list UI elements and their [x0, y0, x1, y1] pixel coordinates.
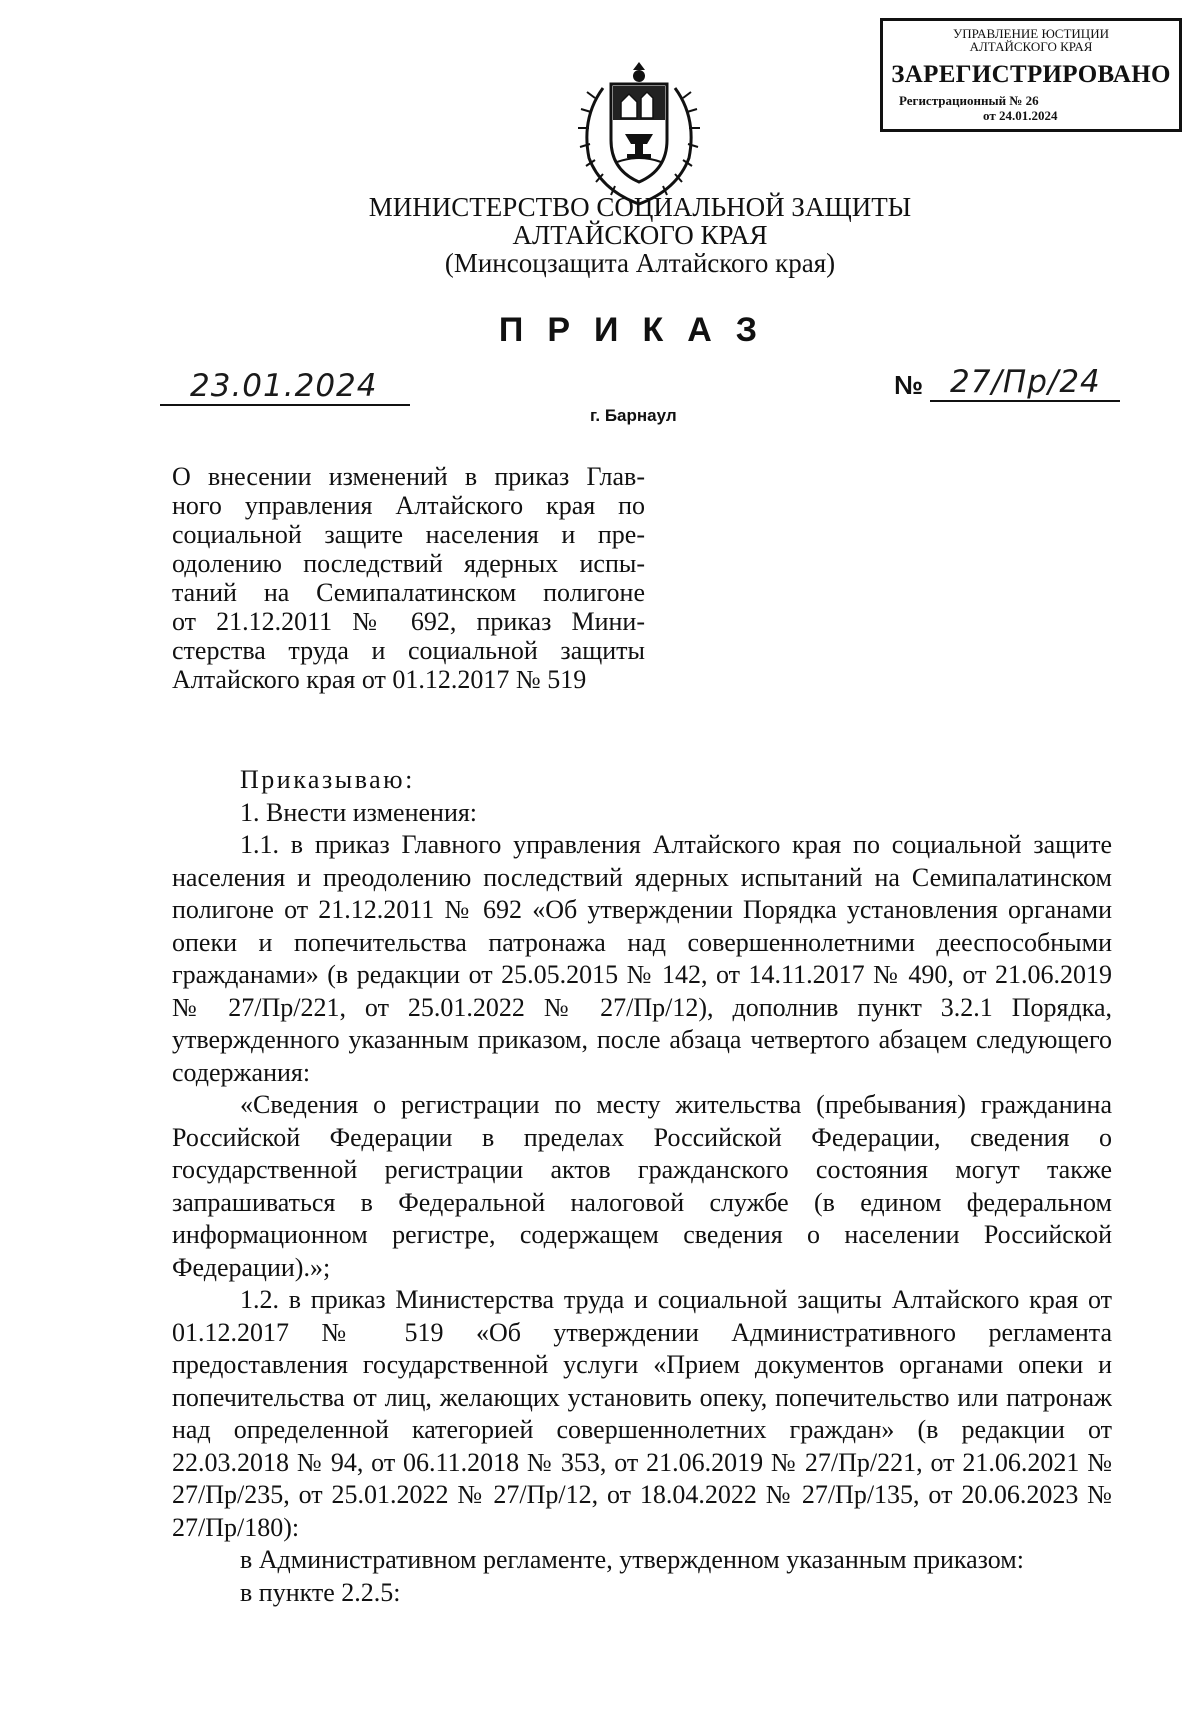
- subject-line: О внесении изменений в приказ Глав-: [172, 462, 645, 491]
- paragraph-regulation: в Административном регламенте, утвержденном указанным приказом:: [240, 1545, 1024, 1574]
- number-underline: [930, 400, 1120, 402]
- document-city: г. Барнаул: [590, 406, 677, 425]
- document-body: [172, 764, 1112, 1609]
- registration-stamp: [880, 18, 1182, 132]
- coat-of-arms-emblem-icon: [573, 58, 705, 208]
- subject-line: Алтайского края от 01.12.2017 № 519: [172, 665, 587, 694]
- subject-line: социальной защите населения и пре-: [172, 520, 645, 549]
- paragraph-item: в пункте 2.2.5:: [240, 1577, 401, 1607]
- subject-line: стерства труда и социальной защиты: [172, 636, 645, 665]
- stamp-authority-line1: УПРАВЛЕНИЕ ЮСТИЦИИ: [953, 26, 1109, 41]
- order-word: Приказываю:: [240, 765, 415, 794]
- stamp-authority-line2: АЛТАЙСКОГО КРАЯ: [969, 39, 1093, 54]
- paragraph-1-2: 1.2. в приказ Министерства труда и социальной защиты Алтайского края от 01.12.2017 № 519 «Об утверждении Административного регламента предоставления государственной услуги «Прием документов органами опеки и попечительства от лиц, желающих установить опеку, попечительство или патронаж над определенной категорией совершеннолетних граждан» (в редакции от 22.03.2018 № 94, от 06.11.2018 № 353, от 21.06.2019 № 27/Пр/221, от 21.06.2021 № 27/Пр/235, от 25.01.2022 № 27/Пр/12, от 18.04.2022 № 27/Пр/135, от 20.06.2023 № 27/Пр/180):: [172, 1285, 1112, 1542]
- document-type-title: ПРИКАЗ: [498, 311, 782, 349]
- ministry-region: АЛТАЙСКОГО КРАЯ: [512, 220, 768, 250]
- document-date: 23.01.2024: [190, 368, 378, 404]
- subject-line: от 21.12.2011 № 692, приказ Мини-: [172, 607, 645, 636]
- stamp-reg-date: от 24.01.2024: [983, 108, 1058, 123]
- ministry-name: МИНИСТЕРСТВО СОЦИАЛЬНОЙ ЗАЩИТЫ: [368, 192, 912, 222]
- number-label: №: [894, 370, 923, 400]
- document-number: 27/Пр/24: [950, 364, 1101, 400]
- document-subject: [172, 462, 645, 694]
- subject-line: ного управления Алтайского края по: [172, 491, 645, 520]
- subject-line: одолению последствий ядерных испы-: [172, 549, 645, 578]
- ministry-short-name: (Минсоцзащита Алтайского края): [444, 248, 836, 278]
- stamp-reg-number: Регистрационный № 26: [899, 93, 1039, 108]
- subject-line: таний на Семипалатинском полигоне: [172, 578, 645, 607]
- paragraph-1-1: 1.1. в приказ Главного управления Алтайского края по социальной защите населения и преодолению последствий ядерных испытаний на Семипалатинском полигоне от 21.12.2011 № 692 «Об утверждении Порядка установления органами опеки и попечительства патронажа над совершеннолетними дееспособными гражданами» (в редакции от 25.05.2015 № 142, от 14.11.2017 № 490, от 21.06.2019 № 27/Пр/221, от 25.01.2022 № 27/Пр/12), дополнив пункт 3.2.1 Порядка, утвержденного указанным приказом, после абзаца четвертого абзацем следующего содержания:: [172, 830, 1112, 1087]
- stamp-status: ЗАРЕГИСТРИРОВАНО: [891, 61, 1171, 88]
- paragraph-quote: «Сведения о регистрации по месту жительства (пребывания) гражданина Российской Федерации в пределах Российской Федерации, сведения о государственной регистрации актов гражданского состояния могут также запрашиваться в Федеральной налоговой службе (в едином федеральном информационном регистре, содержащем сведения о населении Российской Федерации).»;: [172, 1090, 1112, 1282]
- date-underline: [160, 404, 410, 406]
- paragraph-1: 1. Внести изменения:: [240, 797, 478, 827]
